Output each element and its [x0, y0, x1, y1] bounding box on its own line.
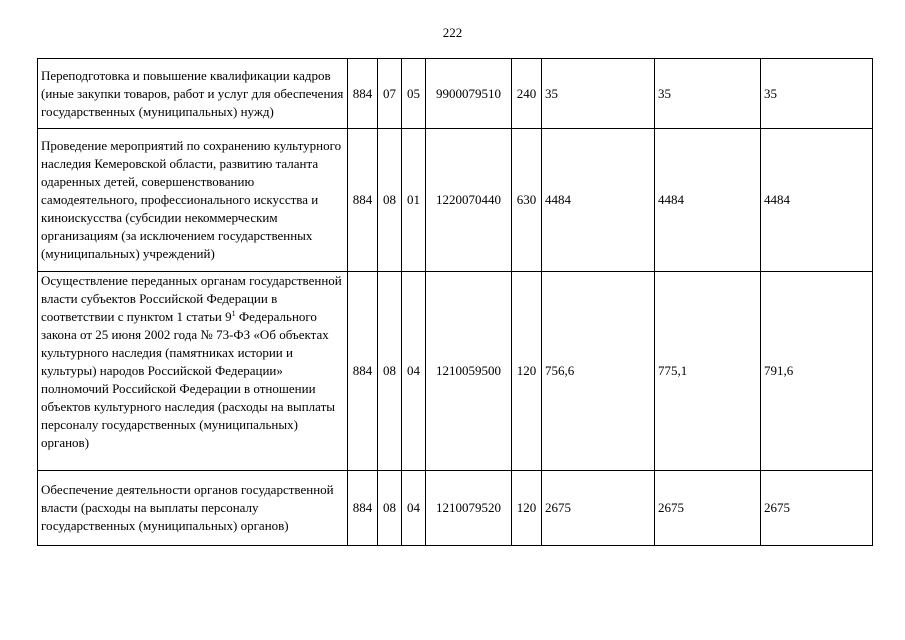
section-code: 07: [378, 59, 402, 129]
section-code: 08: [378, 471, 402, 546]
table-row: [38, 272, 873, 471]
amount-year-1: 756,6: [542, 272, 655, 471]
footnote-superscript: 1: [231, 309, 236, 318]
target-code: 1220070440: [426, 129, 512, 272]
section-code: 08: [378, 129, 402, 272]
amount-year-3: 791,6: [761, 272, 873, 471]
target-code: 1210079520: [426, 471, 512, 546]
row-description: Проведение мероприятий по сохранению культурного наследия Кемеровской области, развитию таланта одаренных детей, совершенствованию самодеятельного, профессионального искусства и киноискусства (субсидии некоммерческим организациям (за исключением государственных (муниципальных) учреждений): [38, 129, 348, 272]
amount-year-2: 35: [655, 59, 761, 129]
table-row: [38, 129, 873, 272]
target-code: 1210059500: [426, 272, 512, 471]
row-description-part: Федерального закона от 25 июня 2002 года № 73-ФЗ «Об объектах культурного наследия (памятниках истории и культуры) народов Российской Федерации» полномочий Российской Федерации в отношении объектов культурного наследия (расходы на выплаты персоналу государственных (муниципальных) органов): [41, 309, 335, 450]
amount-year-2: 4484: [655, 129, 761, 272]
page-number: 222: [442, 25, 463, 40]
ministry-code: 884: [348, 272, 378, 471]
amount-year-3: 4484: [761, 129, 873, 272]
ministry-code: 884: [348, 59, 378, 129]
ministry-code: 884: [348, 129, 378, 272]
amount-year-1: 2675: [542, 471, 655, 546]
expense-type-code: 240: [512, 59, 542, 129]
amount-year-2: 775,1: [655, 272, 761, 471]
subsection-code: 05: [402, 59, 426, 129]
table-row: [38, 59, 873, 129]
expense-type-code: 630: [512, 129, 542, 272]
expense-type-code: 120: [512, 272, 542, 471]
row-description: [38, 272, 348, 471]
amount-year-2: 2675: [655, 471, 761, 546]
row-description: Переподготовка и повышение квалификации кадров (иные закупки товаров, работ и услуг для обеспечения государственных (муниципальных) нужд): [38, 59, 348, 129]
row-description-part: Осуществление переданных органам государственной власти субъектов Российской Федерации в соответствии с пунктом 1 статьи 9: [41, 273, 342, 324]
amount-year-3: 2675: [761, 471, 873, 546]
ministry-code: 884: [348, 471, 378, 546]
table-row: [38, 471, 873, 546]
subsection-code: 04: [402, 272, 426, 471]
subsection-code: 04: [402, 471, 426, 546]
target-code: 9900079510: [426, 59, 512, 129]
amount-year-1: 4484: [542, 129, 655, 272]
section-code: 08: [378, 272, 402, 471]
expense-type-code: 120: [512, 471, 542, 546]
amount-year-3: 35: [761, 59, 873, 129]
budget-table: [37, 58, 873, 546]
subsection-code: 01: [402, 129, 426, 272]
row-description: Обеспечение деятельности органов государственной власти (расходы на выплаты персоналу государственных (муниципальных) органов): [38, 471, 348, 546]
amount-year-1: 35: [542, 59, 655, 129]
